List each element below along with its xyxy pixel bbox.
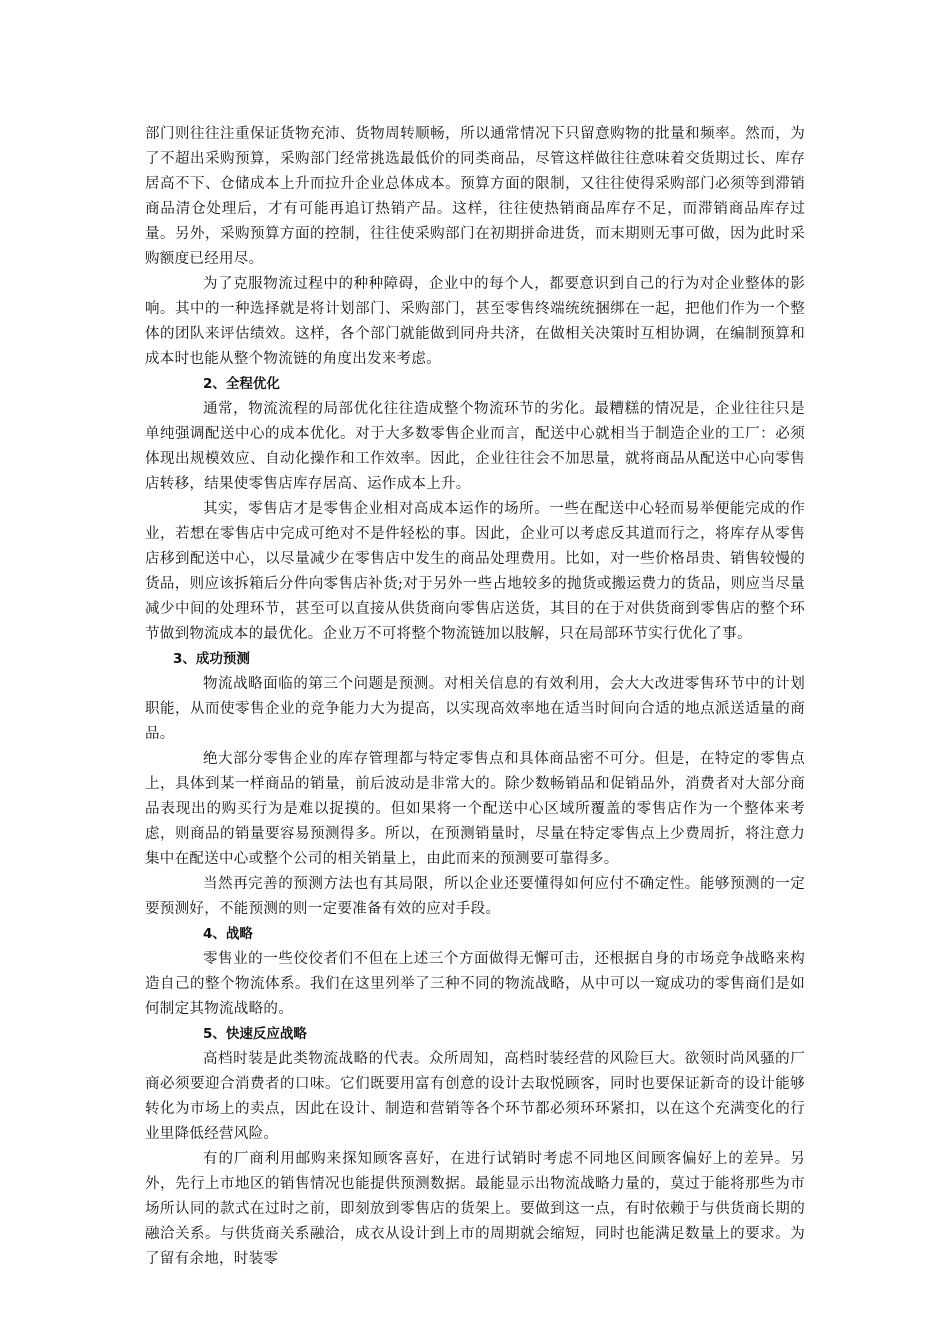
section-heading: 5、快速反应战略 bbox=[203, 1026, 307, 1042]
document-body bbox=[145, 122, 805, 1272]
paragraph: 为了克服物流过程中的种种障碍，企业中的每个人，都要意识到自己的行为对企业整体的影响。其中的一种选择就是将计划部门、采购部门，甚至零售终端统统捆绑在一起，把他们作为一个整体的团队来评估绩效。这样，各个部门就能做到同舟共济，在做相关决策时互相协调，在编制预算和成本时也能从整个物流链的角度出发来考虑。 bbox=[145, 276, 805, 367]
paragraph: 物流战略面临的第三个问题是预测。对相关信息的有效利用，会大大改进零售环节中的计划职能，从而使零售企业的竞争能力大为提高，以实现高效率地在适当时间向合适的地点派送适量的商品。 bbox=[145, 676, 805, 742]
paragraph: 当然再完善的预测方法也有其局限，所以企业还要懂得如何应付不确定性。能够预测的一定要预测好，不能预测的则一定要准备有效的应对手段。 bbox=[145, 876, 805, 917]
section-heading: 4、战略 bbox=[203, 926, 253, 942]
paragraph: 绝大部分零售企业的库存管理都与特定零售点和具体商品密不可分。但是，在特定的零售点上，具体到某一样商品的销量，前后波动是非常大的。除少数畅销品和促销品外，消费者对大部分商品表现出的购买行为是难以捉摸的。但如果将一个配送中心区域所覆盖的零售店作为一个整体来考虑，则商品的销量要容易预测得多。所以，在预测销量时，尽量在特定零售点上少费周折，将注意力集中在配送中心或整个公司的相关销量上，由此而来的预测要可靠得多。 bbox=[145, 751, 805, 867]
paragraph: 其实，零售店才是零售企业相对高成本运作的场所。一些在配送中心轻而易举便能完成的作业，若想在零售店中完成可绝对不是件轻松的事。因此，企业可以考虑反其道而行之，将库存从零售店移到配送中心，以尽量减少在零售店中发生的商品处理费用。比如，对一些价格昂贵、销售较慢的货品，则应该拆箱后分件向零售店补货;对于另外一些占地较多的抛货或搬运费力的货品，则应当尽量减少中间的处理环节，甚至可以直接从供货商向零售店送货，其目的在于对供货商到零售店的整个环节做到物流成本的最优化。企业万不可将整个物流链加以肢解，只在局部环节实行优化了事。 bbox=[145, 501, 805, 642]
paragraph: 部门则往往注重保证货物充沛、货物周转顺畅，所以通常情况下只留意购物的批量和频率。然而，为了不超出采购预算，采购部门经常挑选最低价的同类商品，尽管这样做往往意味着交货期过长、库存居高不下、仓储成本上升而拉升企业总体成本。预算方面的限制，又往往使得采购部门必须等到滞销商品清仓处理后，才有可能再追订热销产品。这样，往往使热销商品库存不足，而滞销商品库存过量。另外，采购预算方面的控制，往往使采购部门在初期拼命进货，而末期则无事可做，因为此时采购额度已经用尽。 bbox=[145, 126, 805, 267]
section-heading: 3、成功预测 bbox=[173, 651, 250, 667]
section-heading: 2、全程优化 bbox=[203, 376, 280, 392]
paragraph: 有的厂商利用邮购来探知顾客喜好，在进行试销时考虑不同地区间顾客偏好上的差异。另外，先行上市地区的销售情况也能提供预测数据。最能显示出物流战略力量的，莫过于能将那些为市场所认同的款式在过时之前，即刻放到零售店的货架上。要做到这一点，有时依赖于与供货商长期的融洽关系。与供货商关系融洽，成衣从设计到上市的周期就会缩短，同时也能满足数量上的要求。为了留有余地，时装零 bbox=[145, 1151, 805, 1267]
paragraph: 高档时装是此类物流战略的代表。众所周知，高档时装经营的风险巨大。欲领时尚风骚的厂商必须要迎合消费者的口味。它们既要用富有创意的设计去取悦顾客，同时也要保证新奇的设计能够转化为市场上的卖点，因此在设计、制造和营销等各个环节都必须环环紧扣，以在这个充满变化的行业里降低经营风险。 bbox=[145, 1051, 805, 1142]
paragraph: 通常，物流流程的局部优化往往造成整个物流环节的劣化。最糟糕的情况是，企业往往只是单纯强调配送中心的成本优化。对于大多数零售企业而言，配送中心就相当于制造企业的工厂：必须体现出规模效应、自动化操作和工作效率。因此，企业往往会不加思量，就将商品从配送中心向零售店转移，结果使零售店库存居高、运作成本上升。 bbox=[145, 401, 805, 492]
paragraph: 零售业的一些佼佼者们不但在上述三个方面做得无懈可击，还根据自身的市场竞争战略来构造自己的整个物流体系。我们在这里列举了三种不同的物流战略，从中可以一窥成功的零售商们是如何制定其物流战略的。 bbox=[145, 951, 805, 1017]
